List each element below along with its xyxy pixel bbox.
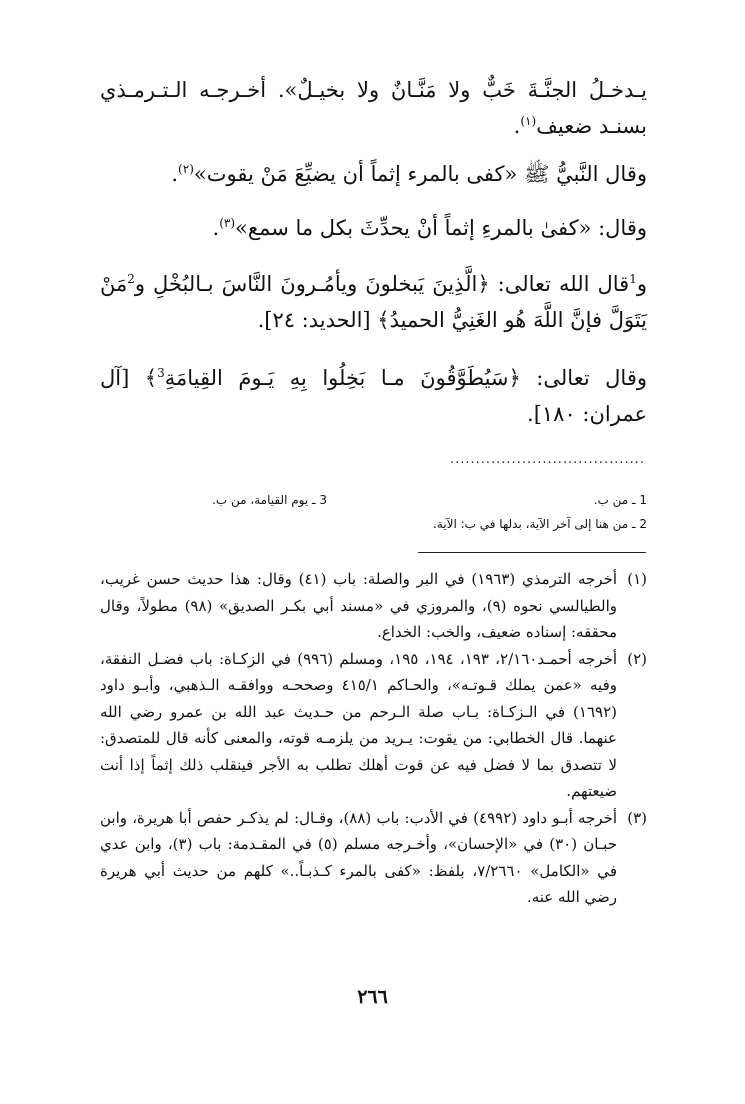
footnote-ref: (٢) [178, 162, 194, 176]
footnote-ref: (١) [520, 114, 537, 128]
footnote: (١) أخرجه الترمذي (١٩٦٣) في البر والصلة: باب (٤١) وقال: هذا حديث حسن غريب، والطيالسي نحوه (٩)، والمروزي في «مسند أبي بكـر الصديق» (٩٨) مطولاً، وقال محققه: إسناده ضعيف، والخب: الخداع. [100, 566, 647, 646]
variant-ref: 3 [157, 366, 165, 380]
paragraph-1: يـدخـلُ الجنَّـةَ خَبٌّ ولا مَنَّـانٌ ولا بخيـلٌ». أخـرجـه الـتـرمـذي بسنـد ضعيف$^{(١)}$. [100, 78, 647, 138]
footnote-number: (١) [627, 570, 647, 588]
paragraph-2: وقال النَّبيُّ ﷺ «كفى بالمرء إثماً أن يضيِّعَ مَنْ يقوت»$^{(٢)}$. [171, 162, 647, 186]
variant-note: 1 ـ من ب. [593, 493, 647, 507]
footnote-number: (٢) [627, 649, 647, 668]
main-text [100, 72, 647, 432]
variant-note: 3 ـ يوم القيامة، من ب. [212, 493, 327, 507]
footnote-ref: (٣) [219, 216, 236, 230]
footnote-divider [418, 552, 646, 553]
separator-dots: ...................................... [449, 452, 645, 467]
footnotes [100, 566, 647, 911]
variant-notes [100, 488, 647, 536]
footnote: (٣) أخرجه أبـو داود (٤٩٩٢) في الأدب: باب (٨٨)، وقـال: لم يذكـر حفص أبا هريرة، وابن حبـان (٣٠) في «الإحسان»، وأخـرجه مسلم (٥) في المقـدمة: باب (٣)، وابن عدي في «الكامل» ٧/٢٦٦٠، بلفظ: «كفى بالمرء كـذبـاً..» كلهم من حديث أبي هريرة رضي الله عنه. [100, 805, 647, 911]
variant-ref: 2 [127, 272, 135, 286]
footnote-number: (٣) [627, 808, 647, 827]
page-number: ٢٦٦ [357, 986, 388, 1008]
variant-note: 2 ـ من هنا إلى آخر الآية، بدلها في ب: الآية. [433, 517, 647, 531]
paragraph-3: وقال: «كفىٰ بالمرءِ إثماً أنْ يحدِّثَ بكل ما سمع»$^{(٣)}$. [212, 216, 647, 240]
paragraph-4: و$^1$قال الله تعالى: ﴿الَّذِينَ يَبخلونَ ويأمُـرونَ النَّاسَ بـالبُخْلِ و$^2$مَنْ يَتَوَلَّ فإنَّ اللَّهَ هُو الغَنِيُّ الحميدُ﴾ [الحديد: ٢٤]. [100, 272, 647, 332]
variant-ref: 1 [629, 272, 637, 286]
paragraph-5: وقال تعالى: ﴿سَيُطَوَّقُونَ مـا بَخِلُوا بِهِ يَـومَ القِيامَةِ$^3$﴾ [آل عمران: ١٨٠]. [100, 366, 648, 426]
footnote: (٢) أخرجه أحمـد٢/١٦٠، ١٩٣، ١٩٤، ١٩٥، ومسلم (٩٩٦) في الزكـاة: باب فضـل النفقة، وفيه «عمن يملك قـوتـه»، والحـاكم ٤١٥/١ وصححـه ووافقـه الـذهبي، وأبـو داود (١٦٩٢) في الـزكـاة: بـاب صلة الـرحم من حـديث عبد الله بن عمرو رضي الله عنهما. قال الخطابي: من يقوت: يـريد من يلزمـه قوته، والمعنى كأنه قال للمتصدق: لا تتصدق بما لا فضل فيه عن قوت أهلك تطلب به الأجر فينقلب ذلك إثماً إذا أنت ضيعتهم. [100, 646, 647, 805]
